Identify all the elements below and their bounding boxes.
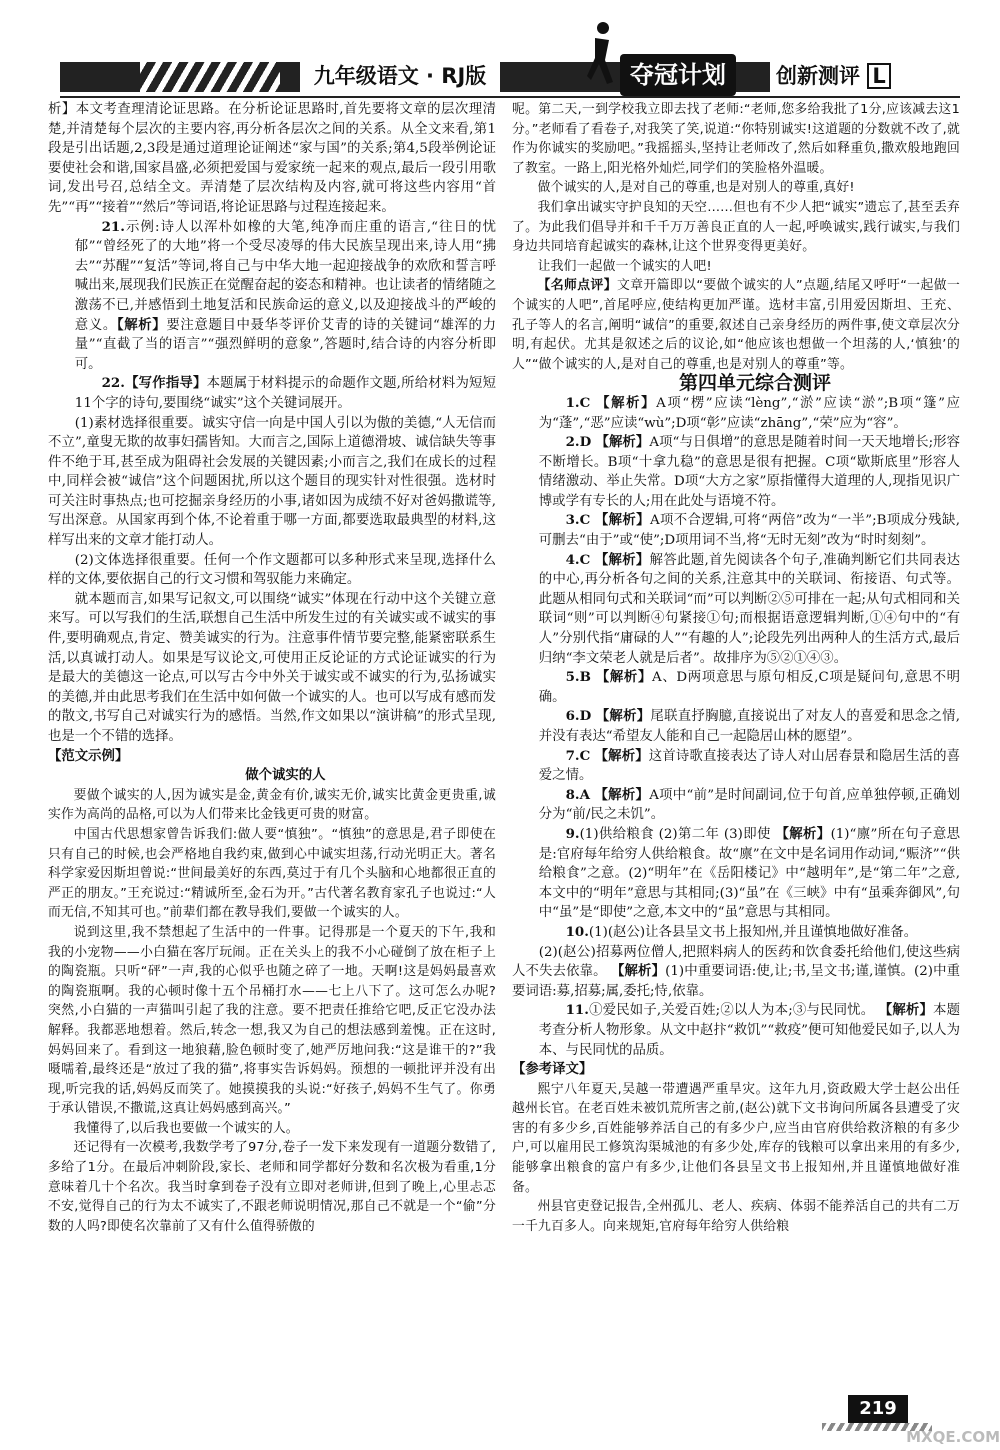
q-num: 2.D [565, 434, 592, 451]
header-grade: 九年级语文 · RJ版 [300, 58, 500, 94]
answer-text: 尾联直抒胸臆,直接说出了对友人的喜爱和思念之情,并没有表达“希望友人能和自己一起隐居山林的愿望”。 [538, 709, 960, 744]
essay-title: 做个诚实的人 [245, 767, 326, 784]
q-num: 21. [101, 218, 125, 235]
answer-analysis: (1)“廪”所在句子意思是:官府每年给穷人供给粮食。故“廪”在文中是名词用作动词,“赈济”“供给粮食”之意。(2)“明年”在《岳阳楼记》中“越明年”,是“第二年”之意,本文中的“明年”意思与其相同;(3)“虽”在《三峡》中有“虽乘奔御风”,句中“虽”是“即使”之意,本文中的“虽”意思与其相同。 [538, 826, 960, 921]
brand-logo: 夺冠计划 [620, 54, 736, 96]
logo-mark-icon: L [867, 63, 890, 89]
answer-text: A项“与日俱增”的意思是随着时间一天天地增长;形容不断增长。B项“十拿九稳”的意思是很有把握。C项“歇斯底里”形容人情绪激动、举止失常。D项“大方之家”原指懂得大道理的人,现指见识广博或学有专长的人;用在此处与语境不符。 [538, 435, 960, 509]
answer-7 [512, 747, 960, 786]
essay-para: 要做个诚实的人,因为诚实是金,黄金有价,诚实无价,诚实比黄金更贵重,诚实作为高尚的品格,可以为人们带来比金钱更可贵的财富。 [48, 787, 496, 823]
header-stripes [140, 62, 280, 92]
answer-3 [512, 511, 960, 550]
answer-analysis: (1)中重要词语:使,让;书,呈文书;谨,谨慎。(2)中重要词语:募,招募;属,委托;恃,依靠。 [512, 964, 961, 999]
analysis-tag: 【解析】 [595, 709, 651, 725]
essay-para: 让我们一起做一个诚实的人吧! [537, 258, 712, 274]
answer-6 [512, 707, 960, 746]
analysis-tag: 【解析】 [596, 395, 657, 411]
essay-para: 做个诚实的人,是对自己的尊重,也是对别人的尊重,真好! [537, 180, 855, 196]
analysis-tag: 【解析】 [116, 317, 167, 333]
header-subtitle-text: 创新测评 [776, 64, 860, 88]
answer-21 [48, 218, 496, 375]
guide-genre: (2)文体选择很重要。任何一个作文题都可以多种形式来呈现,选择什么样的文体,要依据自己的行文习惯和驾驭能力来确定。 [48, 552, 496, 588]
answer-text: ①爱民如子,关爱百姓;②以人为本;③与民同忧。 [588, 1003, 875, 1019]
q-num: 8.A [565, 786, 590, 803]
page-number: 219 [848, 1395, 908, 1423]
answer-text: (2)(赵公)招募两位僧人,把照料病人的医药和饮食委托给他们,使这些病人不失去依靠。 [512, 944, 960, 980]
guide-material: (1)素材选择很重要。诚实守信一向是中国人引以为傲的美德,“人无信而不立”,童叟无欺的故事妇孺皆知。大而言之,国际上道德滑坡、诚信缺失等事件不绝于耳,甚至成为阻碍社会发展的关键因素;小而言之,我们在成长的过程中,同样会被“诚信”这个问题困扰,所以这个题目的现实针对性很强。选材时可关注时事热点;也可挖掘亲身经历的小事,诸如因为成绩不好对爸妈撒谎等,写出深意。从国家再到个体,不论着重于哪一方面,都要选取最典型的材料,这样写出来的文章才能打动人。 [48, 415, 496, 549]
answer-4 [512, 551, 960, 669]
header-subtitle [770, 58, 976, 94]
q-num: 1.C [565, 394, 591, 411]
answer-21-analysis: 要注意题目中聂华苓评价艾青的诗的关键词“雄浑的力量”“直截了当的语言”“强烈鲜明的意象”,答题时,结合诗的内容分析即可。 [74, 317, 496, 372]
answer-text: (1)供给粮食 (2)第二年 (3)即使 [579, 826, 771, 842]
q-num: 4.C [565, 551, 591, 568]
answer-text: 解答此题,首先阅读各个句子,准确判断它们共同表达的中心,再分析各句之间的关系,注意其中的关联词、衔接语、句式等。此题从相同句式和关联词“而”可以判断②⑤可排在一起;从句式相同和关联词“则”可以判断④句紧接①句;而根据语意逻辑判断,①④句中的“有人”分别代指“庸碌的人”“有趣的人”;论段先列出两种人的生活方式,最后归纳“李文荣老人就是后者”。故排序为⑤②①④③。 [538, 552, 960, 666]
analysis-tag: 【解析】 [611, 964, 666, 980]
answer-11 [512, 1001, 960, 1060]
comment-tag: 【名师点评】 [537, 278, 617, 294]
essay-para: 还记得有一次模考,我数学考了97分,卷子一发下来发现有一道题分数错了,多给了1分。在最后冲刺阶段,家长、老师和同学都好分数和名次极为看重,1分意味着几十个名次。我当时拿到卷子没有立即对老师讲,但到了晚上,心里忐忑不安,觉得自己的行为太不诚实了,不跟老师说明情况,那自己不就是一个“偷”分数的人吗?即使名次靠前了又有什么值得骄傲的 [48, 1140, 496, 1234]
answer-8 [512, 786, 960, 825]
q-num: 9. [565, 825, 580, 842]
answer-10 [512, 923, 960, 943]
writing-guide-tag: 【写作指导】 [124, 376, 207, 392]
analysis-tag: 【解析】 [594, 748, 649, 764]
translation-para: 熙宁八年夏天,吴越一带遭遇严重旱灾。这年九月,资政殿大学士赵公出任越州长官。在老百姓未被饥荒所害之前,(赵公)就下文书询问所属各县遭受了灾害的有多少乡,百姓能够养活自己的有多少户,应当由官府供给救济粮的有多少户,可以雇用民工修筑沟渠城池的有多少处,库存的钱粮可以拿出来用的有多少,能够拿出粮食的富户有多少,让他们各县呈文书上报知州,并且谨慎地做好准备。 [512, 1081, 960, 1195]
teacher-comment [512, 276, 960, 374]
translation-body [512, 1080, 960, 1237]
guide-detail: 就本题而言,如果写记叙文,可以围绕“诚实”体现在行动中这个关键立意来写。可以写我们的生活,联想自己生活中所发生过的有关诚实或不诚实的事件,要明确观点,肯定、赞美诚实的行为。注意事件情节要完整,能紧密联系生活,以真诚打动人。如果是写议论文,可使用正反论证的方式论证诚实的行为是最大的美德这一论点,可以写古今中外关于诚实或不诚实的行为,弘扬诚实的美德,并由此思考我们在生活中如何做一个诚实的人。也可以写成有感而发的散文,书写自己对诚实行为的感悟。当然,作文如果以“演讲稿”的形式呈现,也是一个不错的选择。 [48, 591, 496, 744]
q-num: 10. [565, 923, 589, 940]
comment-text: 文章开篇即以“要做个诚实的人”点题,结尾又呼吁“一起做一个诚实的人吧”,首尾呼应,使结构更加严谨。选材丰富,引用爱因斯坦、王充、孔子等人的名言,阐明“诚信”的重要,叙述自己亲身经历的两件事,使文章层次分明,有起伏。尤其是叙述之后的议论,如“他应该也想做一个坦荡的人,‘慎独’的人”“做个诚实的人,是对自己的尊重,也是对别人的尊重”等。 [512, 278, 960, 372]
essay-para: 说到这里,我不禁想起了生活中的一件事。记得那是一个夏天的下午,我和我的小宠物——小白猫在客厅玩闹。正在关头上的我不小心碰倒了放在柜子上的陶瓷瓶。只听“砰”一声,我的心似乎也随之碎了一地。天啊!这是妈妈最喜欢的陶瓷瓶啊。我的心顿时像十五个吊桶打水——七上八下了。这可怎么办呢?突然,小白猫的一声猫叫引起了我的注意。要不把责任推给它吧,反正它没办法解释。我都恶地想着。然后,转念一想,我又为自己的想法感到羞愧。正在这时,妈妈回来了。看到这一地狼藉,脸色顿时变了,她严厉地问我:“这是谁干的?”我嗫嚅着,最终还是“放过了我的猫”,将事实告诉妈妈。预想的一顿批评并没有出现,听完我的话,妈妈反而笑了。她摸摸我的头说:“好孩子,妈妈不生气了。你勇于承认错误,不撒谎,这真让妈妈感到高兴。” [48, 924, 496, 1117]
answer-9 [512, 825, 960, 923]
answer-21-text: 示例:诗人以浑朴如橡的大笔,纯净而庄重的语言,“往日的忧郁”“曾经死了的大地”将一个受尽凌辱的伟大民族呈现出来,诗人用“拂去”“苏醒”“复活”等词,将自己与中华大地一起迎接战争的欢欣和誓言呼喊出来,展现我们民族正在觉醒奋起的姿态和精神。也让读者的情绪随之激荡不已,并感悟到土地复活和民族命运的意义,以及迎接战斗的严峻的意义。 [74, 219, 496, 333]
example-tag: 【范文示例】 [48, 748, 129, 764]
analysis-tag: 【解析】 [878, 1003, 934, 1019]
q-num: 7.C [565, 747, 591, 764]
header-rule [60, 96, 960, 98]
answer-10-b [512, 943, 960, 1002]
analysis-tag: 【解析】 [594, 787, 650, 803]
reference-translation-tag: 【参考译文】 [512, 1062, 593, 1078]
answer-22 [48, 374, 496, 413]
essay-body [48, 786, 496, 1237]
analysis-tag: 【解析】 [594, 552, 650, 568]
essay-para: 我们拿出诚实守护良知的天空……但也有不少人把“诚实”遗忘了,甚至丢弃了。为此我们倡导并和千千万万善良正直的人一起,呼唤诚实,践行诚实,与我们身边共同培育起诚实的森林,让这个世界变得更美好。 [512, 199, 960, 255]
right-column [512, 100, 960, 1236]
answer-analysis: 本题考查分析人物形象。从文中赵抃“救饥”“救疫”便可知他爱民如子,以人为本、与民同忧的品质。 [538, 1003, 961, 1058]
watermark: MXQE.COM [906, 1428, 1000, 1446]
runner-figure-icon [585, 20, 615, 90]
page-header [0, 0, 1000, 100]
q-num: 3.C [565, 512, 591, 529]
answer-text: (1)(赵公)让各县呈文书上报知州,并且谨慎地做好准备。 [588, 924, 918, 940]
answer-text: A、D两项意思与原句相反,C项是疑问句,意思不明确。 [538, 670, 961, 705]
answer-text: 这首诗歌直接表达了诗人对山居春景和隐居生活的喜爱之情。 [538, 748, 961, 784]
answer-text: A项中“前”是时间副词,位于句首,应单独停顿,正确划分为“前/民之未饥”。 [538, 787, 961, 823]
essay-continued [512, 100, 960, 374]
q-num: 5.B [565, 669, 591, 686]
essay-para: 我懂得了,以后我也要做一个诚实的人。 [73, 1120, 299, 1136]
answer-1 [512, 394, 960, 433]
q-num: 22. [101, 375, 125, 392]
analysis-tag: 【解析】 [595, 435, 650, 451]
essay-para: 中国古代思想家曾告诉我们:做人要“慎独”。“慎独”的意思是,君子即使在只有自己的时候,也会严格地自我约束,做到心中诚实坦荡,行动光明正大。著名科学家爱因斯坦曾说:“世间最美好的东西,莫过于有几个头脑和心地都很正直的严正的朋友。”王充说过:“精诚所至,金石为开。”古代著名教育家孔子也说过:“人而无信,不知其可也。”前辈们都在教导我们,要做一个诚实的人。 [48, 826, 496, 921]
section-title: 第四单元综合测评 [678, 372, 831, 395]
left-column [48, 100, 496, 1236]
answer-5 [512, 668, 960, 707]
answer-22-text: 本题属于材料提示的命题作文题,所给材料为短短11个字的诗句,要围绕“诚实”这个关键词展开。 [74, 376, 496, 411]
q-num: 11. [565, 1002, 589, 1019]
answer-2 [512, 433, 960, 511]
analysis-tag: 【解析】 [594, 513, 650, 529]
answer-text: A项不合逻辑,可将“两倍”改为“一半”;B项成分残缺,可删去“由于”或“使”;D项用词不当,将“无时无刻”改为“时时刻刻”。 [538, 513, 960, 549]
analysis-tag: 【解析】 [595, 670, 653, 686]
q-num: 6.D [565, 708, 592, 725]
translation-para: 州县官吏登记报告,全州孤儿、老人、疾病、体弱不能养活自己的共有二万一千九百多人。向来规矩,官府每年给穷人供给粮 [512, 1199, 960, 1234]
analysis-tag: 【解析】 [775, 826, 831, 842]
answer-text: A项“楞”应读“lèng”,“淤”应读“淤”;B项“篷”应为“蓬”,“恶”应读“wù”;D项“彰”应读“zhāng”,“荣”应为“容”。 [538, 395, 961, 431]
analysis-20: 析】本文考查理清论证思路。在分析论证思路时,首先要将文章的层次理清楚,并清楚每个层次的主要内容,再分析各层次之间的关系。从全文来看,第1段是引出话题,2,3段是通过道理论证阐述“家与国”的关系;第4,5段举例论证要使社会和谐,国家昌盛,必须把爱国与爱家统一起来的观点,最后一段引用歌词,发出号召,总结全文。弄清楚了层次结构及内容,就可将这些内容用“首先”“再”“接着”“然后”等词语,将论证思路与过程连接起来。 [48, 102, 496, 215]
essay-para: 呢。第二天,一到学校我立即去找了老师:“老师,您多给我批了1分,应该减去这1分。”老师看了看卷子,对我笑了笑,说道:“你特别诚实!这道题的分数就不改了,就作为你诚实的奖励吧。”我摇摇头,坚持让老师改了,然后如释重负,撒欢般地跑回了教室。一路上,阳光格外灿烂,同学们的笑脸格外温暖。 [512, 102, 960, 176]
